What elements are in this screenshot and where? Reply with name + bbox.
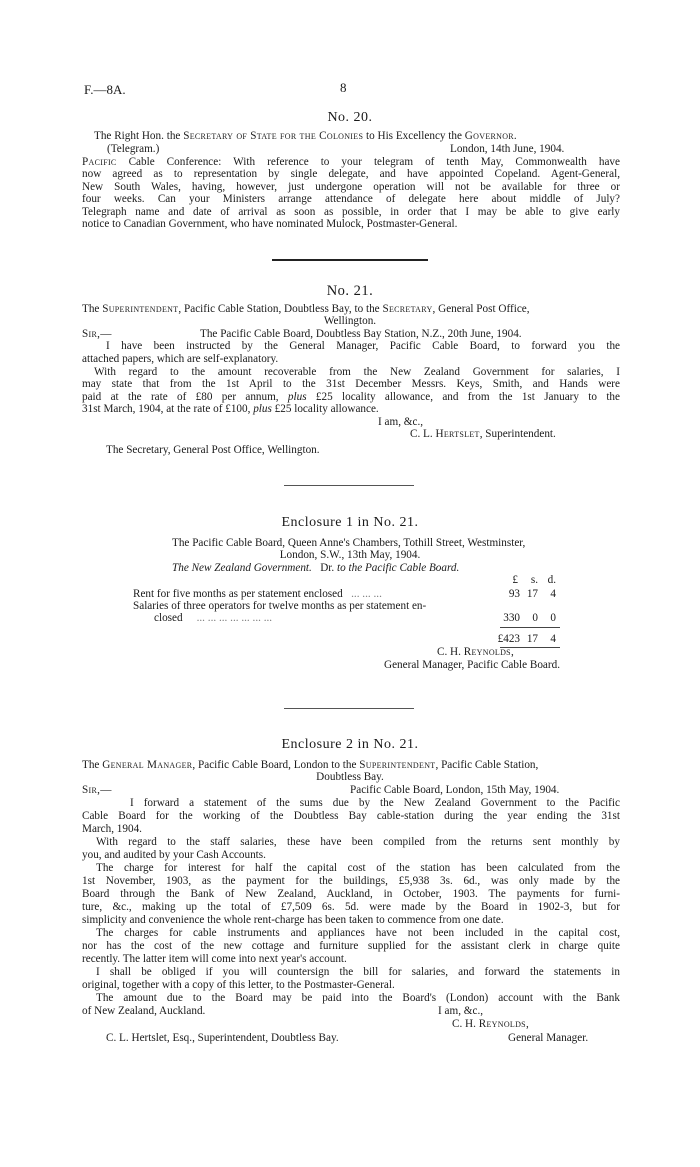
row-shillings: 17 bbox=[526, 588, 538, 600]
total-shillings: 17 bbox=[526, 633, 538, 645]
row-pounds: 93 bbox=[508, 588, 520, 600]
enc2-body-line: With regard to the staff salaries, these have been compiled from the returns sent monthly by bbox=[96, 836, 620, 848]
no20-body-line: Telegraph name and date of arrival as soon as possible, in order that I may be able to give early bbox=[82, 206, 620, 218]
enc2-body-line: nor has the cost of the new cottage and furniture supplied for the assistant clerk in charge quite bbox=[82, 940, 620, 952]
signature-title: General Manager, Pacific Cable Board. bbox=[384, 659, 560, 671]
enc2-body-line: recently. The latter item will come into next year's account. bbox=[82, 953, 347, 965]
enc1-account-line: The New Zealand Government. Dr. to the Pacific Cable Board. bbox=[172, 562, 460, 574]
account-row: Rent for five months as per statement enclosed ... ... ... bbox=[133, 588, 382, 600]
enc2-body-line: original, together with a copy of this letter, to the Postmaster-General. bbox=[82, 979, 395, 991]
salutation: Sir,— bbox=[82, 328, 112, 340]
salutation: Sir,— bbox=[82, 784, 112, 796]
no21-body-line: I have been instructed by the General Manager, Pacific Cable Board, to forward you the bbox=[106, 340, 620, 352]
section-divider bbox=[284, 485, 414, 486]
no20-body-line: Pacific Cable Conference: With reference to your telegram of tenth May, Commonwealth have bbox=[82, 156, 620, 168]
enclosure-2-heading: Enclosure 2 in No. 21. bbox=[281, 737, 419, 752]
col-pence-header: d. bbox=[547, 574, 556, 586]
enc2-body-line: of New Zealand, Auckland. bbox=[82, 1005, 206, 1017]
enc2-date: Pacific Cable Board, London, 15th May, 1904. bbox=[350, 784, 560, 796]
enc2-body-line: Board through the Bank of New Zealand, Auckland, in October, 1903. The payments for furni- bbox=[82, 888, 620, 900]
row-shillings: 0 bbox=[532, 612, 538, 624]
account-row: Salaries of three operators for twelve months as per statement en- bbox=[133, 600, 427, 612]
signature: C. H. Reynolds, bbox=[437, 646, 514, 658]
section-heading-no21: No. 21. bbox=[326, 283, 374, 299]
no21-body-line: With regard to the amount recoverable from the New Zealand Government for salaries, I bbox=[94, 366, 620, 378]
enc2-body-line: The charges for cable instruments and appliances have not been included in the capital cost, bbox=[96, 927, 620, 939]
signature-title: General Manager. bbox=[508, 1032, 589, 1044]
enc1-address-line: London, S.W., 13th May, 1904. bbox=[279, 549, 421, 561]
row-pounds: 330 bbox=[503, 612, 520, 624]
addressee: C. L. Hertslet, Esq., Superintendent, Doubtless Bay. bbox=[106, 1032, 339, 1044]
enc1-address-line: The Pacific Cable Board, Queen Anne's Chambers, Tothill Street, Westminster, bbox=[172, 537, 526, 549]
total-pounds: £423 bbox=[497, 633, 520, 645]
row-pence: 4 bbox=[550, 588, 556, 600]
enc2-body-line: The charge for interest for half the capital cost of the station has been calculated from the bbox=[96, 862, 620, 874]
no21-address-city: Wellington. bbox=[323, 315, 377, 327]
no21-body-line: attached papers, which are self-explanatory. bbox=[82, 353, 279, 365]
total-rule bbox=[500, 627, 560, 628]
col-shillings-header: s. bbox=[530, 574, 538, 586]
no20-body-line: notice to Canadian Government, who have nominated Mulock, Postmaster-General. bbox=[82, 218, 458, 230]
page-number: 8 bbox=[340, 80, 347, 95]
enclosure-1-heading: Enclosure 1 in No. 21. bbox=[281, 515, 419, 530]
no20-body-line: four weeks. Can your Ministers arrange attendance of delegate here about middle of July? bbox=[82, 193, 620, 205]
col-pounds-header: £ bbox=[512, 574, 518, 586]
enc2-body-line: I shall be obliged if you will countersign the bill for salaries, and forward the statements in bbox=[96, 966, 620, 978]
telegram-label: (Telegram.) bbox=[107, 143, 160, 155]
enc2-address-line: The General Manager, Pacific Cable Board, London to the Superintendent, Pacific Cable Station, bbox=[82, 759, 539, 771]
enc2-body-line: The amount due to the Board may be paid into the Board's (London) account with the Bank bbox=[96, 992, 620, 1004]
row-pence: 0 bbox=[550, 612, 556, 624]
page-reference: F.—8A. bbox=[84, 82, 126, 97]
signature: C. H. Reynolds, bbox=[452, 1018, 529, 1030]
enc2-body-line: I forward a statement of the sums due by the New Zealand Government to the Pacific bbox=[130, 797, 620, 809]
no20-body-line: New South Wales, having, however, just undergone operation will not be available for three or bbox=[82, 181, 620, 193]
no21-date: The Pacific Cable Board, Doubtless Bay Station, N.Z., 20th June, 1904. bbox=[200, 328, 522, 340]
no21-body-line: 31st March, 1904, at the rate of £100, plus £25 locality allowance. bbox=[82, 403, 379, 415]
addressee: The Secretary, General Post Office, Wellington. bbox=[106, 444, 320, 456]
no20-address-line: The Right Hon. the Secretary of State for the Colonies to His Excellency the Governor. bbox=[94, 130, 518, 142]
enc2-body-line: ture, &c., making up the total of £7,509 6s. 5d. were made by the Board in 1902-3, but for bbox=[82, 901, 620, 913]
enc2-body-line: March, 1904. bbox=[82, 823, 142, 835]
enc2-body-line: Cable Board for the working of the Doubtless Bay cable-station during the year ending the 31st bbox=[82, 810, 620, 822]
section-divider bbox=[284, 708, 414, 709]
account-row: closed ... ... ... ... ... ... ... bbox=[154, 612, 273, 624]
total-pence: 4 bbox=[550, 633, 556, 645]
no20-date: London, 14th June, 1904. bbox=[450, 143, 565, 155]
no21-body-line: may state that from the 1st April to the 31st December Messrs. Keys, Smith, and Hands were bbox=[82, 378, 620, 390]
enc2-body-line: 1st November, 1903, as the payment for the buildings, £5,938 3s. 6d., was only made by the bbox=[82, 875, 620, 887]
no21-address-line: The Superintendent, Pacific Cable Station, Doubtless Bay, to the Secretary, General Post Office, bbox=[82, 303, 530, 315]
section-divider bbox=[272, 259, 428, 261]
enc2-body-line: simplicity and convenience the whole rent-charge has been taken to commence from one date. bbox=[82, 914, 504, 926]
signature: C. L. Hertslet, Superintendent. bbox=[410, 428, 556, 440]
closing: I am, &c., bbox=[378, 416, 424, 428]
no20-body-line: now agreed as to representation by single delegate, and have appointed Copeland. Agent-General, bbox=[82, 168, 620, 180]
closing: I am, &c., bbox=[438, 1005, 484, 1017]
enc2-body-line: you, and audited by your Cash Accounts. bbox=[82, 849, 266, 861]
no21-body-line: paid at the rate of £80 per annum, plus £25 locality allowance, and from the 1st January to the bbox=[82, 391, 620, 403]
enc2-address-city: Doubtless Bay. bbox=[316, 771, 384, 783]
section-heading-no20: No. 20. bbox=[327, 110, 373, 125]
